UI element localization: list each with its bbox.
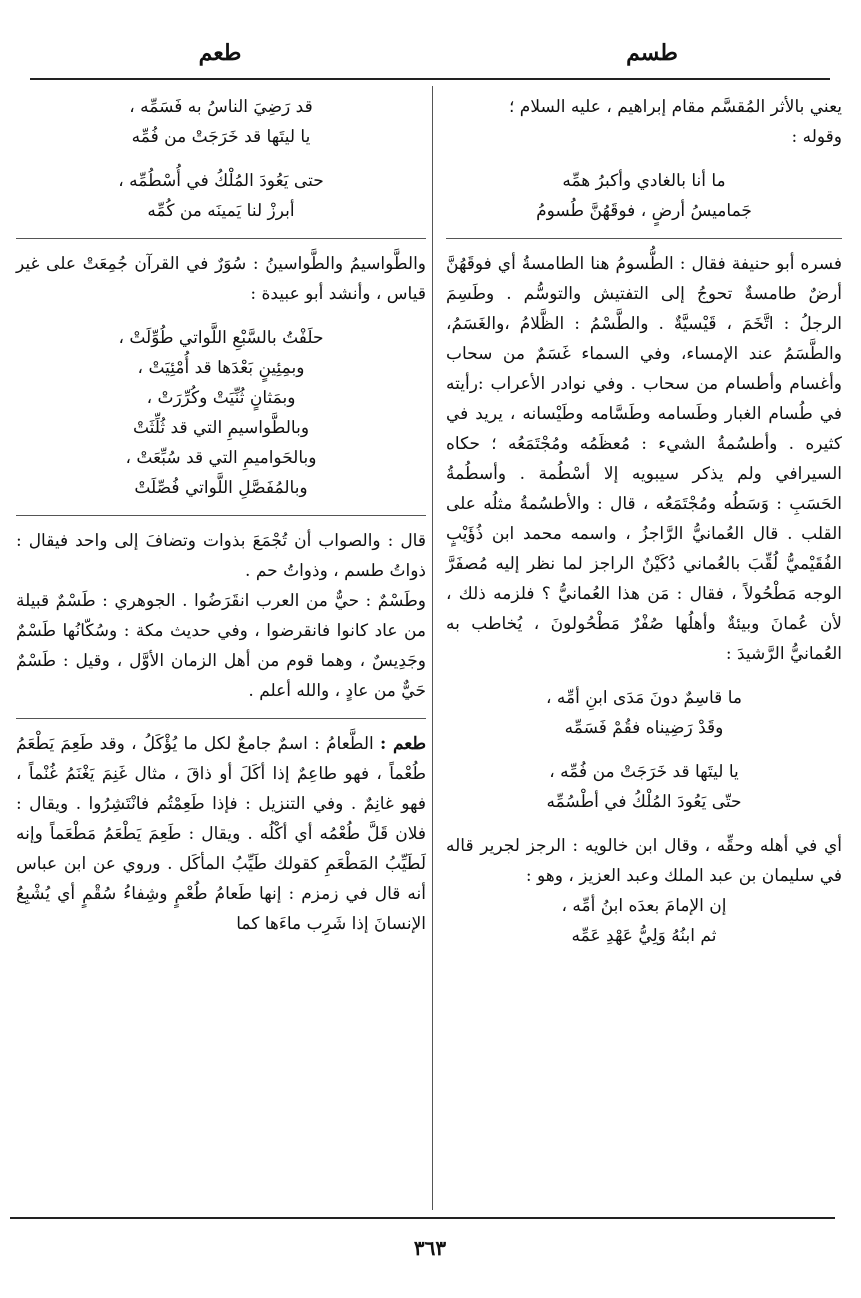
right-verse-4-line-1: إن الإمامَ بعدَه ابنُ أمِّه ، [561,896,727,916]
right-paragraph-1: يعني بالأثر المُقسَّم مقام إبراهيم ، عليه السلام ؛ [508,97,842,117]
page-number: ٣٦٣ [413,1236,447,1260]
right-verse-2-line-1: ما قاسِمٌ دونَ مَدَى ابنِ أمِّه ، [546,688,742,708]
page-header [0,40,861,80]
column-divider [432,86,433,1210]
header-rule [30,78,830,80]
left-verse-5-line-2: وبالمُفَصَّلِ اللَّواتي فُصِّلَتْ [134,478,308,498]
left-separator-1 [16,238,426,239]
header-left-word: طعم [198,40,242,66]
left-verse-4-line-2: وبالطَّواسيمِ التي قد ثُلِّثَتْ [132,418,310,438]
left-verse-3-line-1: حلَفْتُ بالسَّبْعِ اللَّواتي طُوِّلَتْ ، [118,328,324,348]
left-verse-1-line-2: يا ليتَها قد خَرَجَتْ من فُمِّه [131,127,311,147]
right-paragraph-3: فسره أبو حنيفة فقال : الطُّسومُ هنا الطامسةُ أي فوقَهُنَّ أرضٌ طامسةٌ تحوجُ إلى التفتيش والتوسُّم . وطَسِمَ الرجلُ : اتَّخَمَ ، قَيْسيَّةٌ . والطَّسْمُ : الظَّلامُ ،والغَسَمُ، والطَّسَمُ عند الإمساء، وفي السماء غَسَمٌ من سحاب وأغسام وأطسام من سحاب . وفي نوادر الأعراب :رأيته في طُسام الغبار وطَسامه وطَسَّامه وطَيْسانه ، يريد في كثيره . وأطسُمةُ الشيء : مُعظَمُه ومُجْتَمَعُه ؛ حكاه السيرافي ولم يذكر سيبويه إلا أسْطُمة . وأسطُمةُ الحَسَبِ : وَسَطُه ومُجْتَمَعُه ، قال : والأطسُمةُ مثلُه على القلب . قال العُمانيُّ الرَّاجزُ ، واسمه محمد ابن ذُؤَيْبٍ الفُقَيْميُّ لُقِّبَ بالعُماني دُكَيْنٌ الراجز لما نظر إليه مُصفَرَّ الوجه مَطْحُولاً ، فقال : مَن هذا العُمانيُّ ؟ فلزمه ذلك ، لأن عُمانَ وبيئةٌ وأهلُها صُفْرٌ مَطْحُولونَ ، يُخاطب به العُمانيُّ الرَّشيدَ : [446,254,843,664]
right-paragraph-2: وقوله : [791,127,842,147]
right-verse-1-line-2: جَماميسُ أرضٍ ، فوقَهُنَّ طُسومُ [536,201,752,221]
left-paragraph-1: والطَّواسيمُ والطَّواسينُ : سُوَرٌ في القرآن جُمِعَتْ على غير قياس ، وأنشد أبو عبيدة : [16,254,426,304]
left-paragraph-2: قال : والصواب أن تُجْمَعَ بذوات وتضافَ إلى واحد فيقال : ذواتُ طسم ، وذواتُ حم . [16,531,426,581]
right-verse-2-line-2: وقَدْ رَضِيناه فقُمْ فَسَمِّه [564,718,724,738]
right-verse-1-line-1: ما أنا بالغادي وأكبرُ همِّه [562,171,726,191]
left-paragraph-3: وطَسْمٌ : حيٌّ من العرب انقَرَضُوا . الجوهري : طَسْمٌ قبيلة من عاد كانوا فانقرضوا ، وفي حديث مكة : وسُكّانُها طَسْمٌ وجَدِيسٌ ، وهما قوم من أهل الزمان الأوَّل ، وقيل : طَسْمٌ حَيٌّ من عادٍ ، والله أعلم . [16,591,426,701]
footer-rule [10,1217,835,1219]
right-verse-3-line-2: حتّى يَعُودَ المُلْكُ في أطْسُمِّه [546,792,742,812]
entry-definition: الطَّعامُ : اسمٌ جامعٌ لكل ما يُؤْكَلُ ، وقد طَعِمَ يَطْعَمُ طُعْماً ، فهو طاعِمٌ إذا أكَلَ أو ذاقَ ، مثال غَنِمَ يَغْنَمُ غُنْماً ، فهو غانِمٌ . وفي التنزيل : فإذا طَعِمْتُم فانْتَشِرُوا . ويقال : فلان قَلَّ طُعْمُه أي أكْلُه . ويقال : طَعِمَ يَطْعَمُ مَطْعَماً وإنه لَطَيِّبُ المَطْعَمِ كقولك طَيِّبُ المأكَل . وروي عن ابن عباس أنه قال في زمزم : إنها طَعامُ طُعْمٍ وشِفاءُ سُقْمٍ أي يُشْبِعُ الإنسانَ إذا شَرِب ماءَها كما [16,734,426,934]
right-verse-4-line-2: ثم ابنُهُ وَلِيُّ عَهْدِ عَمِّه [571,926,717,946]
right-paragraph-4: أي في أهله وحقِّه ، وقال ابن خالويه : الرجز لجرير قاله في سليمان بن عبد الملك وعبد العزيز ، وهو : [446,836,842,886]
right-separator [446,238,842,239]
left-verse-2-line-2: أبرزْ لنا يَمينَه من كُمِّه [147,201,295,221]
left-verse-4-line-1: وبمَثانٍ ثُنِّيَتْ وكُرِّرَتْ ، [146,388,296,408]
left-verse-2-line-1: حتى يَعُودَ المُلْكُ في أُسْطُمِّه ، [118,171,324,191]
left-verse-5-line-1: وبالحَواميمِ التي قد سُبِّعَتْ ، [125,448,317,468]
left-verse-3-line-2: وبمِئِينٍ بَعْدَها قد أُمْئِيَتْ ، [137,358,305,378]
entry-headword: طعم : [379,734,426,754]
left-separator-2 [16,515,426,516]
left-paragraph-4 [16,729,426,939]
left-column [16,92,426,939]
left-separator-3 [16,718,426,719]
right-verse-3-line-1: يا ليتَها قد خَرَجَتْ من فُمِّه ، [549,762,739,782]
left-verse-1-line-1: قد رَضِيَ الناسُ به فَسَمِّه ، [129,97,313,117]
header-right-word: طسم [626,40,678,66]
right-column [446,92,842,951]
